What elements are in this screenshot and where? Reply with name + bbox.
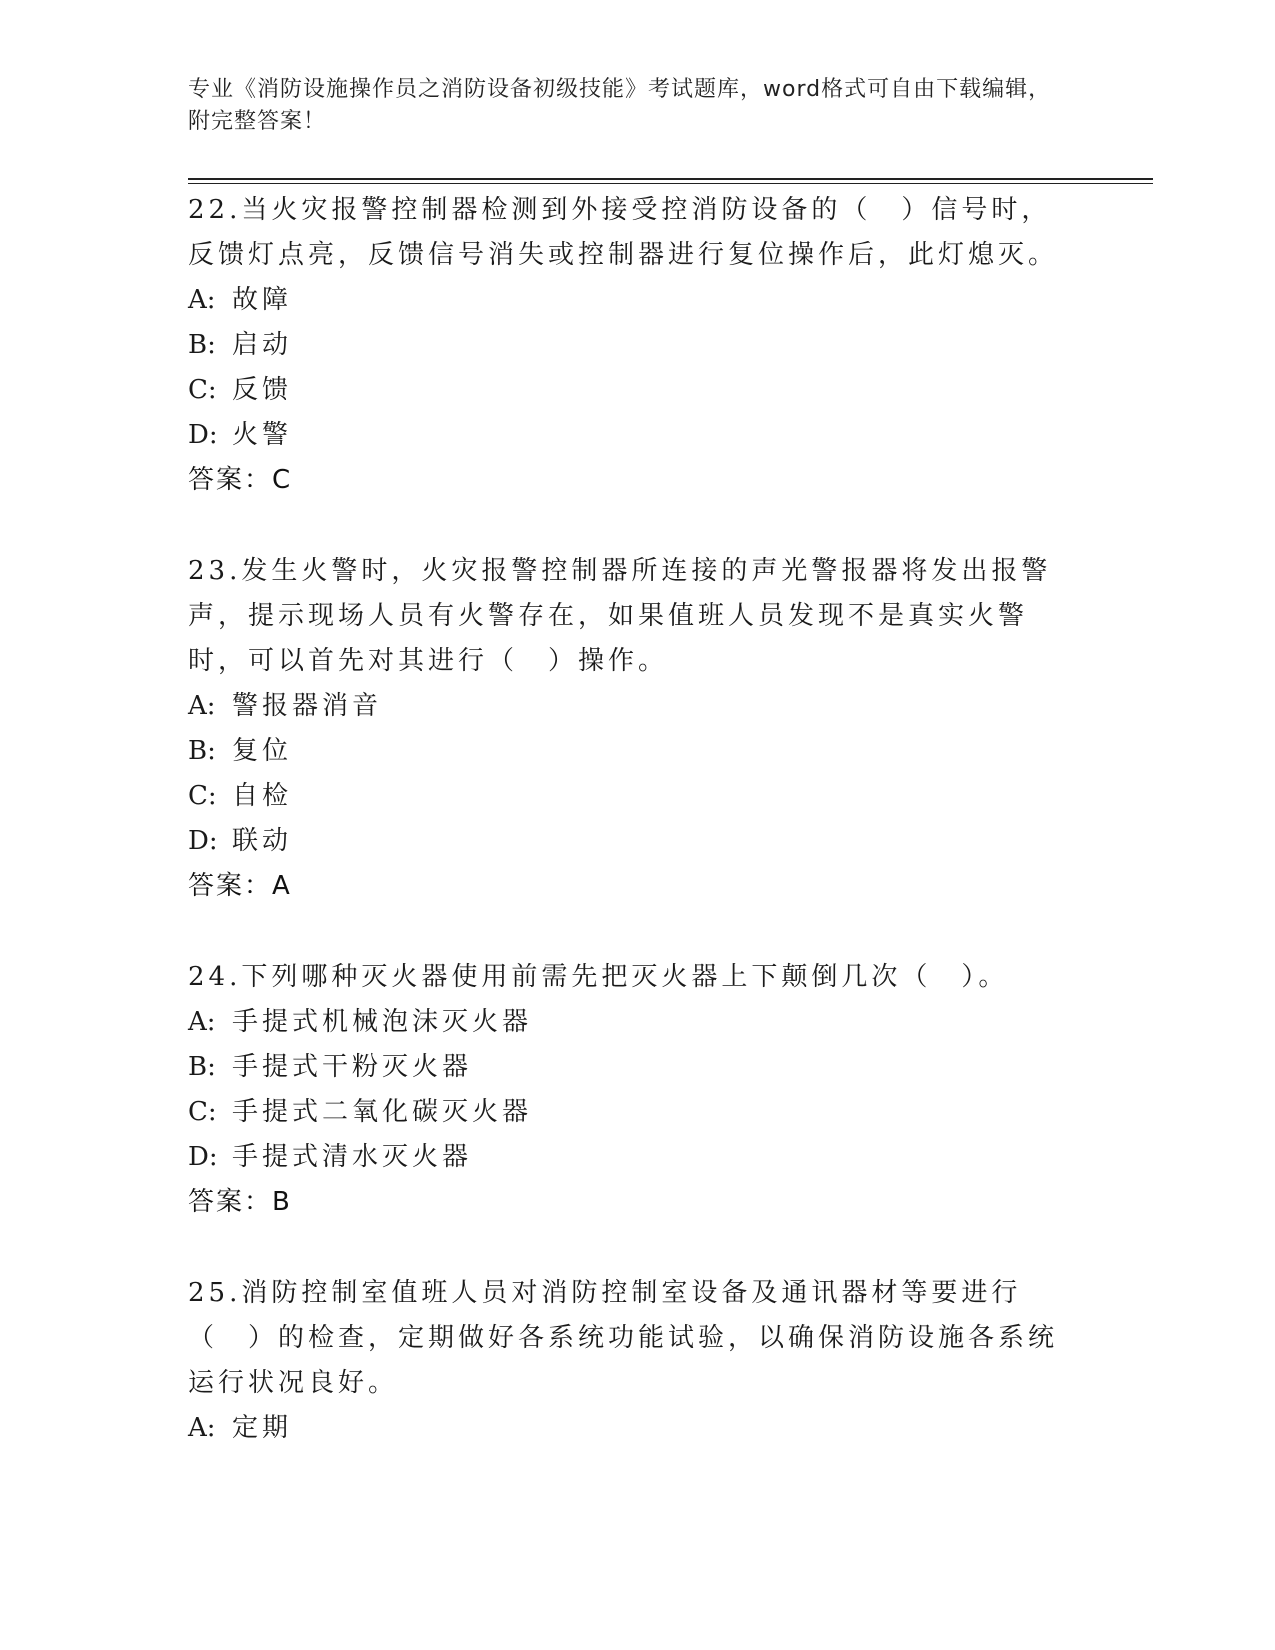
option-d [188,413,1088,458]
option-d [188,1135,1088,1180]
question-list [188,188,1088,1497]
option-a [188,684,1088,729]
header-rule-thick [188,178,1153,180]
option-key: D: [188,826,218,856]
option-key: C: [188,781,217,811]
option-key: D: [188,1142,218,1172]
option-key: B: [188,1052,216,1082]
option-a [188,1000,1088,1045]
question-25 [188,1271,1088,1451]
option-d [188,819,1088,864]
option-key: C: [188,1097,217,1127]
option-text: 火警 [232,420,293,450]
question-text: 24.下列哪种灭火器使用前需先把灭火器上下颠倒几次（ ）。 [188,962,1009,992]
option-text: 手提式二氧化碳灭火器 [232,1097,533,1127]
option-text: 手提式机械泡沫灭火器 [232,1007,533,1037]
answer-line: 答案：A [188,871,292,901]
option-key: A: [188,691,216,721]
option-a [188,278,1088,323]
option-text: 故障 [232,285,293,315]
header-rule-thin [188,183,1153,184]
option-key: A: [188,1413,216,1443]
answer-line: 答案：C [188,465,293,495]
option-key: D: [188,420,218,450]
option-key: C: [188,375,217,405]
option-key: B: [188,736,216,766]
answer-line: 答案：B [188,1187,292,1217]
option-text: 复位 [232,736,293,766]
question-22 [188,188,1088,503]
option-c [188,774,1088,819]
option-key: A: [188,1007,216,1037]
question-text: 23.发生火警时，火灾报警控制器所连接的声光警报器将发出报警声，提示现场人员有火警存在，如果值班人员发现不是真实火警时，可以首先对其进行（ ）操作。 [188,556,1052,676]
document-header: 专业《消防设施操作员之消防设备初级技能》考试题库，word格式可自由下载编辑，附完整答案！ [188,77,1052,134]
option-a [188,1406,1088,1451]
option-key: B: [188,330,216,360]
option-text: 联动 [232,826,293,856]
option-text: 手提式清水灭火器 [232,1142,473,1172]
option-text: 自检 [232,781,293,811]
option-b [188,729,1088,774]
option-text: 定期 [232,1413,293,1443]
question-23 [188,549,1088,909]
question-24 [188,955,1088,1225]
question-text: 25.消防控制室值班人员对消防控制室设备及通讯器材等要进行（ ）的检查，定期做好各系统功能试验，以确保消防设施各系统运行状况良好。 [188,1278,1059,1398]
option-text: 手提式干粉灭火器 [232,1052,473,1082]
option-b [188,1045,1088,1090]
option-text: 启动 [232,330,293,360]
option-key: A: [188,285,216,315]
option-b [188,323,1088,368]
option-c [188,1090,1088,1135]
question-text: 22.当火灾报警控制器检测到外接受控消防设备的（ ）信号时，反馈灯点亮，反馈信号消失或控制器进行复位操作后，此灯熄灭。 [188,195,1059,270]
option-text: 警报器消音 [232,691,383,721]
option-text: 反馈 [232,375,293,405]
option-c [188,368,1088,413]
